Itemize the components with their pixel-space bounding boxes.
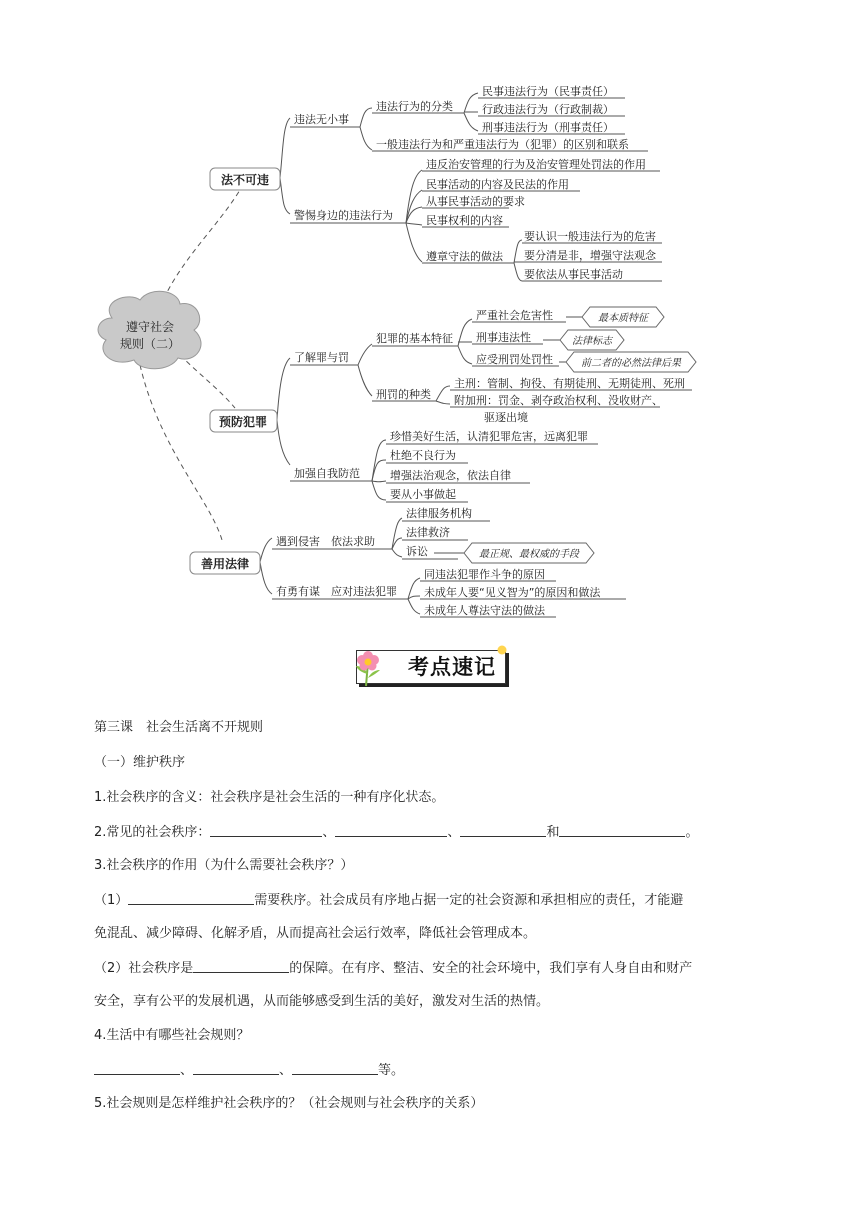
banner-title: 考点速记 — [408, 655, 496, 679]
answer-blank[interactable] — [193, 958, 289, 973]
node-public-security: 违反治安管理的行为及治安管理处罚法的作用 — [426, 158, 646, 171]
root-cloud — [98, 291, 201, 368]
note-legal-sign — [560, 330, 624, 350]
node-wise-bravery: 未成年人要“见义智为”的原因和做法 — [424, 586, 601, 599]
svg-text:最本质特征: 最本质特征 — [598, 313, 648, 324]
flower-icon — [350, 644, 410, 688]
branch-box-use-law — [190, 552, 260, 574]
node-civil-rights: 民事权利的内容 — [426, 214, 503, 227]
node-fight-crime: 有勇有谋 应对违法犯罪 — [276, 585, 397, 598]
answer-blank[interactable] — [94, 1060, 180, 1075]
svg-text:最正规、最权威的手段: 最正规、最权威的手段 — [479, 549, 579, 560]
note-essential-feature — [582, 307, 664, 327]
node-violation-types: 违法行为的分类 — [376, 100, 453, 113]
node-admin-violation: 行政违法行为（行政制裁） — [482, 103, 614, 116]
node-punishable: 应受刑罚处罚性 — [476, 353, 553, 366]
note-legal-consequence — [566, 352, 696, 372]
node-criminal-violation: 刑事违法行为（刑事责任） — [482, 121, 614, 134]
item-3-2-line1: （2）社会秩序是 的保障。在有序、整洁、安全的社会环境中，我们享有人身自由和财产 — [94, 958, 692, 979]
node-social-harm: 严重社会危害性 — [476, 309, 553, 322]
node-punishment-types: 刑罚的种类 — [376, 388, 431, 401]
section-title: （一）维护秩序 — [94, 755, 186, 770]
lesson-title: 第三课 社会生活离不开规则 — [94, 720, 264, 735]
node-additional-punishment: 附加刑：罚金、剥夺政治权利、没收财产、 — [454, 394, 663, 407]
node-seek-help: 遇到侵害 依法求助 — [276, 535, 375, 548]
section-banner — [350, 644, 508, 688]
node-principal-punishment: 主刑：管制、拘役、有期徒刑、无期徒刑、死刑 — [454, 377, 685, 390]
node-small-things: 要从小事做起 — [390, 488, 456, 501]
note-most-formal — [464, 543, 594, 563]
answer-blank[interactable] — [193, 1060, 279, 1075]
branch-label: 善用法律 — [200, 557, 250, 571]
node-distinguish-right-wrong: 要分清是非，增强守法观念 — [524, 249, 656, 262]
node-lawful-civil-activity: 要依法从事民事活动 — [524, 268, 623, 281]
node-civil-activity-requirements: 从事民事活动的要求 — [426, 195, 525, 208]
node-civil-violation: 民事违法行为（民事责任） — [482, 85, 614, 98]
node-crime-features: 犯罪的基本特征 — [376, 332, 453, 345]
answer-blank[interactable] — [559, 822, 685, 837]
node-crime-punishment: 了解罪与罚 — [294, 351, 349, 364]
node-law-abiding-methods: 遵章守法的做法 — [426, 250, 503, 263]
answer-blank[interactable] — [335, 822, 447, 837]
item-4-answers: 、 、 等。 — [94, 1060, 404, 1081]
node-violation-no-small: 违法无小事 — [294, 113, 349, 126]
node-no-bad-behavior: 杜绝不良行为 — [390, 449, 456, 462]
node-civil-activity-content: 民事活动的内容及民法的作用 — [426, 178, 569, 191]
item-1: 1.社会秩序的含义：社会秩序是社会生活的一种有序化状态。 — [94, 790, 445, 805]
branch-label: 法不可违 — [220, 173, 270, 187]
item-3-2-line2: 安全，享有公平的发展机遇，从而能够感受到生活的美好，激发对生活的热情。 — [94, 994, 550, 1009]
item-3-1-line1: （1） 需要秩序。社会成员有序地占据一定的社会资源和承担相应的责任，才能避 — [94, 890, 683, 911]
node-recognize-harm: 要认识一般违法行为的危害 — [524, 230, 656, 243]
answer-blank[interactable] — [460, 822, 546, 837]
svg-text:前二者的必然法律后果: 前二者的必然法律后果 — [581, 358, 681, 369]
branch-box-prevent-crime — [210, 410, 277, 432]
item-4: 4.生活中有哪些社会规则？ — [94, 1028, 250, 1043]
node-self-protection: 加强自我防范 — [294, 467, 360, 480]
item-3-1-line2: 免混乱、减少障碍、化解矛盾，从而提高社会运行效率，降低社会管理成本。 — [94, 926, 537, 941]
branch-box-law-not-violate — [210, 168, 280, 190]
item-3: 3.社会秩序的作用（为什么需要社会秩序？） — [94, 858, 354, 873]
item-2: 2.常见的社会秩序： 、 、 和 。 — [94, 822, 698, 843]
node-litigation: 诉讼 — [406, 545, 428, 558]
answer-blank[interactable] — [210, 822, 322, 837]
node-beware-violations: 警惕身边的违法行为 — [294, 209, 393, 222]
answer-blank[interactable] — [292, 1060, 378, 1075]
svg-text:法律标志: 法律标志 — [572, 336, 612, 347]
node-legal-services: 法律服务机构 — [406, 507, 472, 520]
branch-label: 预防犯罪 — [218, 415, 268, 429]
node-cherish-life: 珍惜美好生活，认清犯罪危害，远离犯罪 — [390, 430, 588, 443]
node-criminal-illegality: 刑事违法性 — [476, 331, 531, 344]
root-line-1: 遵守社会 — [125, 320, 175, 334]
sun-dot-icon — [496, 644, 508, 656]
node-rule-of-law: 增强法治观念，依法自律 — [390, 469, 511, 482]
node-minor-law-abiding: 未成年人尊法守法的做法 — [424, 604, 545, 617]
node-fight-reasons: 同违法犯罪作斗争的原因 — [424, 568, 545, 581]
node-additional-punishment-cont: 驱逐出境 — [484, 411, 528, 424]
node-legal-remedy: 法律救济 — [406, 526, 450, 539]
root-line-2: 规则（二） — [119, 337, 181, 351]
answer-blank[interactable] — [128, 890, 254, 905]
node-violation-difference: 一般违法行为和严重违法行为（犯罪）的区别和联系 — [376, 138, 629, 151]
item-5: 5.社会规则是怎样维护社会秩序的？（社会规则与社会秩序的关系） — [94, 1096, 484, 1111]
